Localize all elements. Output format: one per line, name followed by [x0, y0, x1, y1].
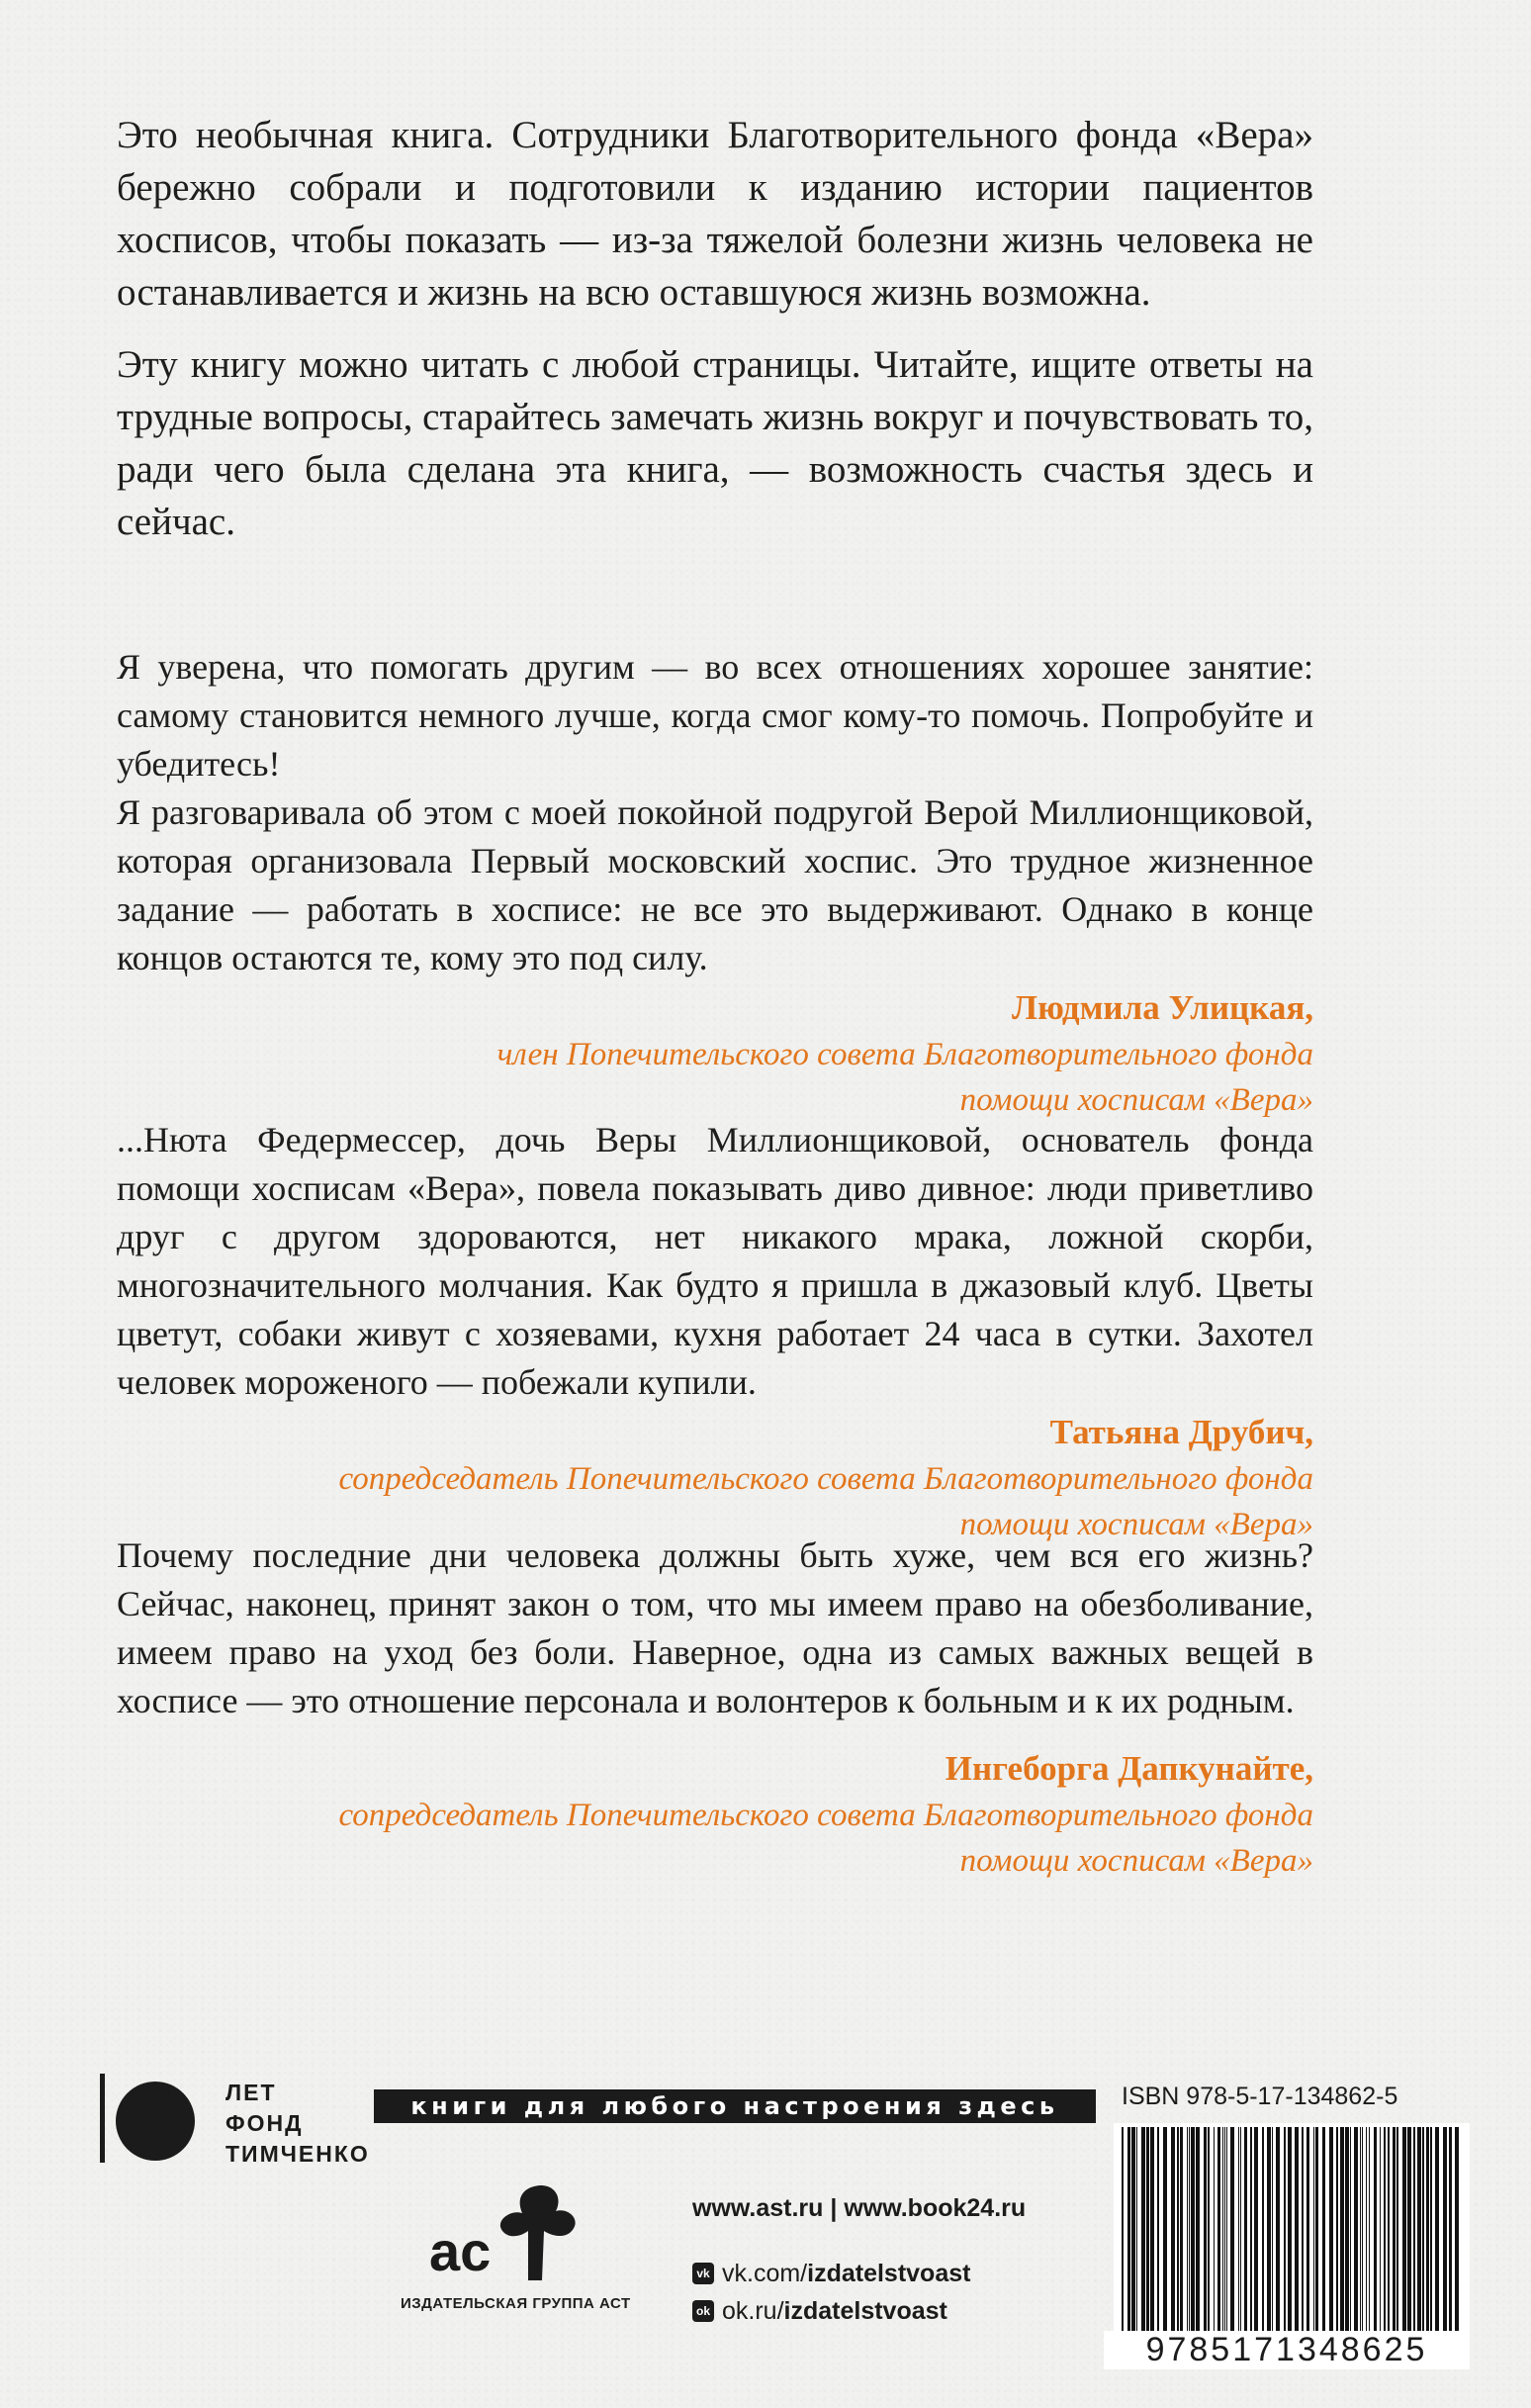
vk-link[interactable]: vk vk.com/ izdatelstvoast — [692, 2255, 1026, 2292]
svg-text:ас: ас — [429, 2220, 492, 2282]
website-links[interactable]: www.ast.ru | www.book24.ru — [692, 2194, 1027, 2222]
barcode-bar — [1217, 2127, 1220, 2331]
barcode-bar — [1295, 2127, 1299, 2331]
barcode-bar — [1362, 2127, 1363, 2331]
barcode-bar — [1315, 2127, 1318, 2331]
barcode-bar — [1150, 2127, 1154, 2331]
barcode-bar — [1388, 2127, 1390, 2331]
quote-author: Ингеборга Дапкунайте, — [945, 1749, 1313, 1788]
intro-text — [117, 109, 1313, 568]
anniversary-text: ЛЕТ ФОНД ТИМЧЕНКО — [225, 2080, 370, 2167]
barcode-bar — [1272, 2127, 1273, 2331]
barcode-bar — [1127, 2127, 1130, 2331]
barcode-bar — [1204, 2127, 1207, 2331]
barcode-bar — [1276, 2127, 1280, 2331]
barcode-bar — [1230, 2127, 1234, 2331]
barcode-bar — [1136, 2127, 1137, 2331]
quote-author-role: помощи хосписам «Вера» — [959, 1843, 1313, 1879]
barcode-bar — [1163, 2127, 1167, 2331]
barcode-bar — [1177, 2127, 1179, 2331]
barcode-bar — [1146, 2127, 1149, 2331]
barcode-bar — [1417, 2127, 1421, 2331]
anniversary-10-logo — [94, 2070, 203, 2169]
barcode-bar — [1224, 2127, 1225, 2331]
barcode-bar — [1214, 2127, 1215, 2331]
barcode-bar — [1254, 2127, 1258, 2331]
isbn-label: ISBN 978-5-17-134862-5 — [1122, 2083, 1398, 2110]
barcode-bar — [1374, 2127, 1377, 2331]
barcode-bar — [1345, 2127, 1349, 2331]
barcode-bar — [1284, 2127, 1286, 2331]
barcode-bar — [1262, 2127, 1264, 2331]
isbn-barcode-block — [1104, 2078, 1470, 2394]
quote-author-role: помощи хосписам «Вера» — [959, 1082, 1313, 1118]
barcode-bar — [1369, 2127, 1370, 2331]
barcode-bar — [1329, 2127, 1333, 2331]
barcode-bar — [1250, 2127, 1252, 2331]
quote-author-role: помощи хосписам «Вера» — [959, 1507, 1313, 1542]
quote-signature: Татьяна Друбич, сопредседатель Попечительского совета Благотворительного фонда помощи хосписам «Вера» — [117, 1409, 1313, 1547]
barcode-bar — [1240, 2127, 1241, 2331]
ok-icon: ok — [692, 2300, 714, 2322]
barcode-bar — [1288, 2127, 1292, 2331]
intro-paragraph-2: Эту книгу можно читать с любой страницы. Читайте, ищите ответы на трудные вопросы, старайтесь замечать жизнь вокруг и почувствовать то, ради чего была сделана эта книга, — возможность счастья здесь и сейчас. — [117, 343, 1313, 543]
quote-drubich — [117, 1116, 1313, 1547]
barcode-bar — [1380, 2127, 1381, 2331]
tagline-banner: книги для любого настроения здесь — [374, 2089, 1096, 2123]
barcode-bar — [1222, 2127, 1223, 2331]
quote-signature — [117, 1745, 1313, 1884]
barcode-bar — [1226, 2127, 1227, 2331]
barcode-bar — [1413, 2127, 1415, 2331]
barcode-bar — [1313, 2127, 1314, 2331]
ok-link[interactable]: ok ok.ru/ izdatelstvoast — [692, 2292, 1026, 2330]
barcode-bar — [1393, 2127, 1396, 2331]
barcode — [1122, 2127, 1463, 2331]
barcode-bar — [1187, 2127, 1188, 2331]
quote-paragraph: Я уверена, что помогать другим — во всех отношениях хорошее занятие: самому становится немного лучше, когда смог кому-то помочь. Попробуйте и убедитесь! — [117, 647, 1313, 784]
barcode-bar — [1189, 2127, 1190, 2331]
barcode-bar — [1396, 2127, 1398, 2331]
quote-signature: Людмила Улицкая, член Попечительского совета Благотворительного фонда помощи хосписам «Вера» — [117, 984, 1313, 1123]
barcode-bar — [1350, 2127, 1351, 2331]
barcode-bar — [1455, 2127, 1459, 2331]
barcode-bar — [1122, 2127, 1124, 2331]
quote-paragraph: Я разговаривала об этом с моей покойной подругой Верой Миллионщиковой, которая организовала Первый московский хоспис. Это трудное жизненное задание — работать в хосписе: не все это выдерживают. Однако в конце концов остаются те, кому это под силу. — [117, 792, 1313, 977]
barcode-bar — [1267, 2127, 1271, 2331]
ast-publisher-logo — [425, 2181, 593, 2285]
barcode-bar — [1141, 2127, 1145, 2331]
quote-author-role: сопредседатель Попечительского совета Благотворительного фонда — [338, 1461, 1313, 1497]
barcode-bar — [1422, 2127, 1424, 2331]
barcode-bar — [1157, 2127, 1159, 2331]
barcode-bar — [1430, 2127, 1432, 2331]
barcode-bar — [1238, 2127, 1239, 2331]
barcode-bar — [1244, 2127, 1247, 2331]
barcode-bar — [1360, 2127, 1361, 2331]
barcode-bar — [1131, 2127, 1135, 2331]
barcode-bar — [1435, 2127, 1439, 2331]
barcode-bar — [1322, 2127, 1325, 2331]
quote-author-role: член Попечительского совета Благотворительного фонда — [496, 1037, 1313, 1072]
barcode-bar — [1191, 2127, 1195, 2331]
quote-author: Людмила Улицкая — [1012, 988, 1306, 1027]
barcode-bar — [1449, 2127, 1452, 2331]
barcode-digits: 9785171348625 — [1104, 2331, 1470, 2369]
publisher-links — [692, 2194, 1026, 2330]
barcode-bar — [1302, 2127, 1304, 2331]
quote-ulitskaya — [117, 643, 1313, 1123]
barcode-bar — [1407, 2127, 1411, 2331]
publisher-caption: ИЗДАТЕЛЬСКАЯ ГРУППА АСТ — [401, 2295, 631, 2312]
barcode-bar — [1208, 2127, 1210, 2331]
intro-paragraph-1: Это необычная книга. Сотрудники Благотворительного фонда «Вера» бережно собрали и подготовили к изданию истории пациентов хосписов, чтобы показать — из-за тяжелой болезни жизнь человека не останавливается и жизнь на всю оставшуюся жизнь возможна. — [117, 114, 1313, 314]
barcode-bar — [1384, 2127, 1386, 2331]
barcode-bar — [1366, 2127, 1367, 2331]
barcode-bar — [1180, 2127, 1183, 2331]
quote-paragraph: Почему последние дни человека должны быть хуже, чем вся его жизнь? Сейчас, наконец, принят закон о том, что мы имеем право на обезболивание, имеем право на уход без боли. Наверное, одна из самых важных вещей в хосписе — это отношение персонала и волонтеров к больным и к их родным. — [117, 1535, 1313, 1720]
barcode-bar — [1340, 2127, 1344, 2331]
quote-dapkunaite — [117, 1531, 1313, 1884]
barcode-bar — [1306, 2127, 1309, 2331]
barcode-bar — [1196, 2127, 1200, 2331]
quote-author-role: сопредседатель Попечительского совета Благотворительного фонда — [338, 1798, 1313, 1833]
barcode-bar — [1426, 2127, 1429, 2331]
barcode-bar — [1171, 2127, 1175, 2331]
barcode-bar — [1336, 2127, 1338, 2331]
barcode-bar — [1402, 2127, 1406, 2331]
barcode-bar — [1443, 2127, 1447, 2331]
quote-author: Татьяна Друбич — [1049, 1413, 1306, 1451]
vk-icon: vk — [692, 2263, 714, 2284]
barcode-bar — [1354, 2127, 1358, 2331]
quote-paragraph: ...Нюта Федермессер, дочь Веры Миллионщиковой, основатель фонда помощи хосписам «Вера», повела показывать диво дивное: люди приветливо друг с другом здороваются, нет никакого мрака, ложной скорби, многозначительного молчания. Как будто я пришла в джазовый клуб. Цветы цветут, собаки живут с хозяевами, кухня работает 24 часа в сутки. Захотел человек мороженого — побежали купили. — [117, 1120, 1313, 1402]
